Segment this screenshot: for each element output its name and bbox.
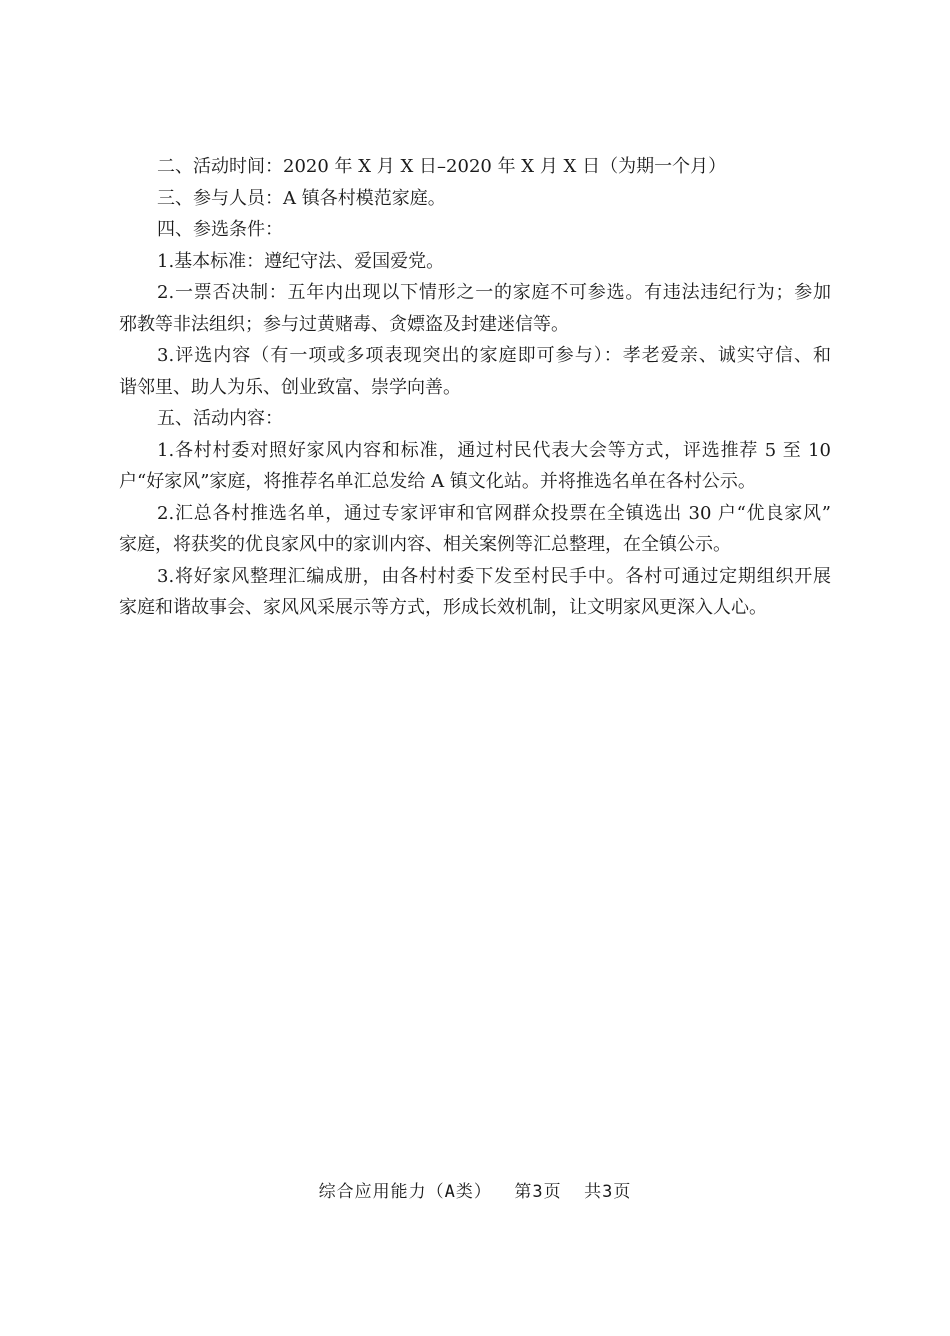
text-line: 1.各村村委对照好家风内容和标准，通过村民代表大会等方式，评选推荐 5 至 10 (157, 439, 831, 461)
paragraph-selection-content (119, 340, 831, 403)
text-line: 邪教等非法组织；参与过黄赌毒、贪嫖盗及封建迷信等。 (119, 313, 569, 335)
text-line: 2.一票否决制：五年内出现以下情形之一的家庭不可参选。有违法违纪行为；参加 (157, 282, 831, 303)
text-line: 二、活动时间：2020 年 X 月 X 日–2020 年 X 月 X 日（为期一个月） (157, 156, 727, 177)
text-line: 五、活动内容： (157, 408, 283, 429)
text-line: 家庭和谐故事会、家风风采展示等方式，形成长效机制，让文明家风更深入人心。 (119, 597, 767, 618)
paragraph-activity-heading (119, 403, 831, 435)
paragraph-activity-3 (119, 561, 831, 624)
paragraph-participants (119, 183, 831, 215)
text-line: 谐邻里、助人为乐、创业致富、崇学向善。 (119, 376, 461, 398)
paragraph-basic-standard (119, 246, 831, 278)
document-body (119, 151, 831, 624)
text-line: 四、参选条件： (157, 219, 283, 240)
paragraph-veto-system (119, 277, 831, 340)
text-line: 1.基本标准：遵纪守法、爱国爱党。 (157, 250, 445, 272)
paragraph-conditions-heading (119, 214, 831, 246)
text-line: 2.汇总各村推选名单，通过专家评审和官网群众投票在全镇选出 30 户“优良家风” (157, 502, 831, 524)
text-line: 三、参与人员：A 镇各村模范家庭。 (157, 187, 446, 209)
text-line: 3.将好家风整理汇编成册，由各村村委下发至村民手中。各村可通过定期组织开展 (157, 565, 831, 587)
text-line: 3.评选内容（有一项或多项表现突出的家庭即可参与）：孝老爱亲、诚实守信、和 (157, 345, 831, 366)
paragraph-activity-1 (119, 435, 831, 498)
paragraph-activity-2 (119, 498, 831, 561)
text-line: 家庭，将获奖的优良家风中的家训内容、相关案例等汇总整理，在全镇公示。 (119, 534, 731, 555)
paragraph-activity-time (119, 151, 831, 183)
page-footer: 综合应用能力（A类） 第3页 共3页 (318, 1182, 632, 1202)
text-line: 户“好家风”家庭，将推荐名单汇总发给 A 镇文化站。并将推选名单在各村公示。 (119, 471, 756, 492)
